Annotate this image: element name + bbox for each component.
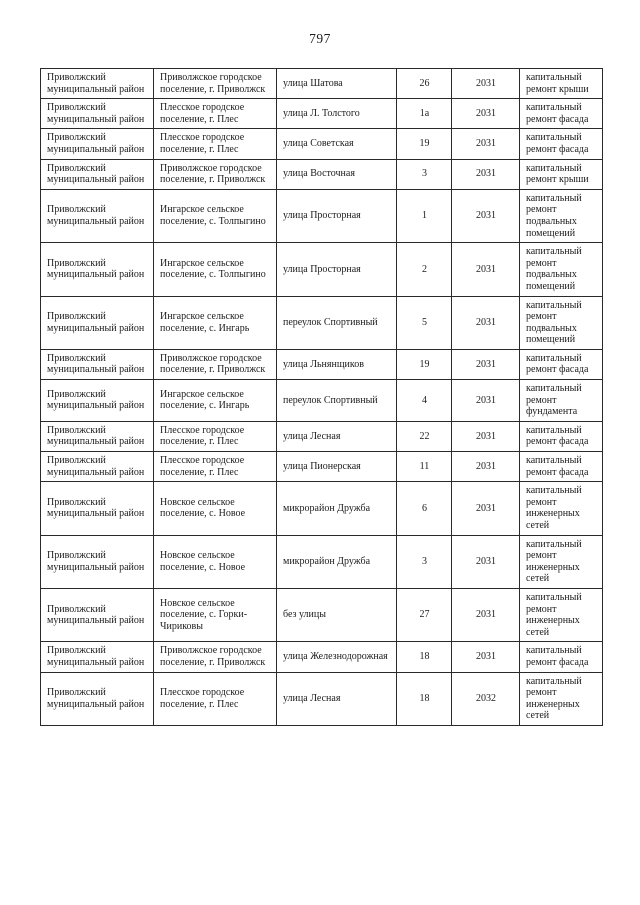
street-cell: переулок Спортивный: [277, 296, 397, 349]
district-cell: Приволжский муниципальный район: [41, 296, 154, 349]
table-row: [41, 588, 603, 641]
district-cell: Приволжский муниципальный район: [41, 189, 154, 242]
work-type-cell: капитальный ремонт подвальных помещений: [520, 189, 603, 242]
district-cell: Приволжский муниципальный район: [41, 159, 154, 189]
table-row: [41, 349, 603, 379]
settlement-cell: Ингарское сельское поселение, с. Толпыгино: [154, 189, 277, 242]
settlement-cell: Новское сельское поселение, с. Новое: [154, 535, 277, 588]
work-type-cell: капитальный ремонт подвальных помещений: [520, 296, 603, 349]
year-cell: 2031: [452, 349, 520, 379]
house-number-cell: 19: [397, 129, 452, 159]
street-cell: улица Железнодорожная: [277, 642, 397, 672]
year-cell: 2031: [452, 380, 520, 422]
table-row: [41, 189, 603, 242]
work-type-cell: капитальный ремонт фасада: [520, 99, 603, 129]
house-number-cell: 1: [397, 189, 452, 242]
year-cell: 2031: [452, 588, 520, 641]
settlement-cell: Приволжское городское поселение, г. Приволжск: [154, 159, 277, 189]
settlement-cell: Приволжское городское поселение, г. Приволжск: [154, 349, 277, 379]
house-number-cell: 1а: [397, 99, 452, 129]
settlement-cell: Плесское городское поселение, г. Плес: [154, 452, 277, 482]
table-row: [41, 482, 603, 535]
street-cell: улица Льнянщиков: [277, 349, 397, 379]
settlement-cell: Плесское городское поселение, г. Плес: [154, 421, 277, 451]
street-cell: улица Советская: [277, 129, 397, 159]
street-cell: улица Л. Толстого: [277, 99, 397, 129]
year-cell: 2031: [452, 642, 520, 672]
house-number-cell: 22: [397, 421, 452, 451]
work-type-cell: капитальный ремонт фасада: [520, 421, 603, 451]
table-row: [41, 421, 603, 451]
district-cell: Приволжский муниципальный район: [41, 69, 154, 99]
work-type-cell: капитальный ремонт инженерных сетей: [520, 588, 603, 641]
district-cell: Приволжский муниципальный район: [41, 588, 154, 641]
work-type-cell: капитальный ремонт инженерных сетей: [520, 535, 603, 588]
table-row: [41, 159, 603, 189]
work-type-cell: капитальный ремонт подвальных помещений: [520, 243, 603, 296]
year-cell: 2031: [452, 452, 520, 482]
work-type-cell: капитальный ремонт крыши: [520, 69, 603, 99]
house-number-cell: 11: [397, 452, 452, 482]
settlement-cell: Плесское городское поселение, г. Плес: [154, 129, 277, 159]
house-number-cell: 18: [397, 642, 452, 672]
district-cell: Приволжский муниципальный район: [41, 535, 154, 588]
district-cell: Приволжский муниципальный район: [41, 421, 154, 451]
work-type-cell: капитальный ремонт фундамента: [520, 380, 603, 422]
table-row: [41, 380, 603, 422]
house-number-cell: 4: [397, 380, 452, 422]
table-row: [41, 296, 603, 349]
street-cell: без улицы: [277, 588, 397, 641]
district-cell: Приволжский муниципальный район: [41, 129, 154, 159]
work-type-cell: капитальный ремонт инженерных сетей: [520, 482, 603, 535]
district-cell: Приволжский муниципальный район: [41, 482, 154, 535]
work-type-cell: капитальный ремонт фасада: [520, 349, 603, 379]
table-row: [41, 99, 603, 129]
house-number-cell: 18: [397, 672, 452, 725]
settlement-cell: Ингарское сельское поселение, с. Толпыгино: [154, 243, 277, 296]
house-number-cell: 6: [397, 482, 452, 535]
district-cell: Приволжский муниципальный район: [41, 99, 154, 129]
work-type-cell: капитальный ремонт инженерных сетей: [520, 672, 603, 725]
street-cell: улица Восточная: [277, 159, 397, 189]
house-number-cell: 26: [397, 69, 452, 99]
year-cell: 2031: [452, 129, 520, 159]
street-cell: улица Лесная: [277, 672, 397, 725]
capital-repair-table: [40, 68, 603, 726]
settlement-cell: Новское сельское поселение, с. Новое: [154, 482, 277, 535]
house-number-cell: 5: [397, 296, 452, 349]
street-cell: улица Просторная: [277, 243, 397, 296]
work-type-cell: капитальный ремонт фасада: [520, 642, 603, 672]
house-number-cell: 3: [397, 535, 452, 588]
street-cell: переулок Спортивный: [277, 380, 397, 422]
year-cell: 2031: [452, 159, 520, 189]
year-cell: 2031: [452, 189, 520, 242]
house-number-cell: 27: [397, 588, 452, 641]
work-type-cell: капитальный ремонт крыши: [520, 159, 603, 189]
table-row: [41, 535, 603, 588]
settlement-cell: Плесское городское поселение, г. Плес: [154, 672, 277, 725]
street-cell: микрорайон Дружба: [277, 535, 397, 588]
district-cell: Приволжский муниципальный район: [41, 349, 154, 379]
year-cell: 2031: [452, 296, 520, 349]
district-cell: Приволжский муниципальный район: [41, 243, 154, 296]
settlement-cell: Плесское городское поселение, г. Плес: [154, 99, 277, 129]
work-type-cell: капитальный ремонт фасада: [520, 452, 603, 482]
street-cell: микрорайон Дружба: [277, 482, 397, 535]
year-cell: 2031: [452, 482, 520, 535]
district-cell: Приволжский муниципальный район: [41, 380, 154, 422]
house-number-cell: 3: [397, 159, 452, 189]
year-cell: 2031: [452, 243, 520, 296]
table-row: [41, 642, 603, 672]
settlement-cell: Ингарское сельское поселение, с. Ингарь: [154, 296, 277, 349]
year-cell: 2031: [452, 535, 520, 588]
settlement-cell: Приволжское городское поселение, г. Приволжск: [154, 69, 277, 99]
street-cell: улица Лесная: [277, 421, 397, 451]
table-row: [41, 672, 603, 725]
street-cell: улица Просторная: [277, 189, 397, 242]
district-cell: Приволжский муниципальный район: [41, 642, 154, 672]
district-cell: Приволжский муниципальный район: [41, 672, 154, 725]
year-cell: 2031: [452, 99, 520, 129]
table-row: [41, 129, 603, 159]
street-cell: улица Пионерская: [277, 452, 397, 482]
year-cell: 2031: [452, 421, 520, 451]
page-number: 797: [309, 31, 331, 46]
settlement-cell: Новское сельское поселение, с. Горки-Чириковы: [154, 588, 277, 641]
street-cell: улица Шатова: [277, 69, 397, 99]
settlement-cell: Ингарское сельское поселение, с. Ингарь: [154, 380, 277, 422]
house-number-cell: 2: [397, 243, 452, 296]
house-number-cell: 19: [397, 349, 452, 379]
work-type-cell: капитальный ремонт фасада: [520, 129, 603, 159]
table-row: [41, 243, 603, 296]
settlement-cell: Приволжское городское поселение, г. Приволжск: [154, 642, 277, 672]
table-row: [41, 69, 603, 99]
year-cell: 2031: [452, 69, 520, 99]
district-cell: Приволжский муниципальный район: [41, 452, 154, 482]
table-row: [41, 452, 603, 482]
year-cell: 2032: [452, 672, 520, 725]
